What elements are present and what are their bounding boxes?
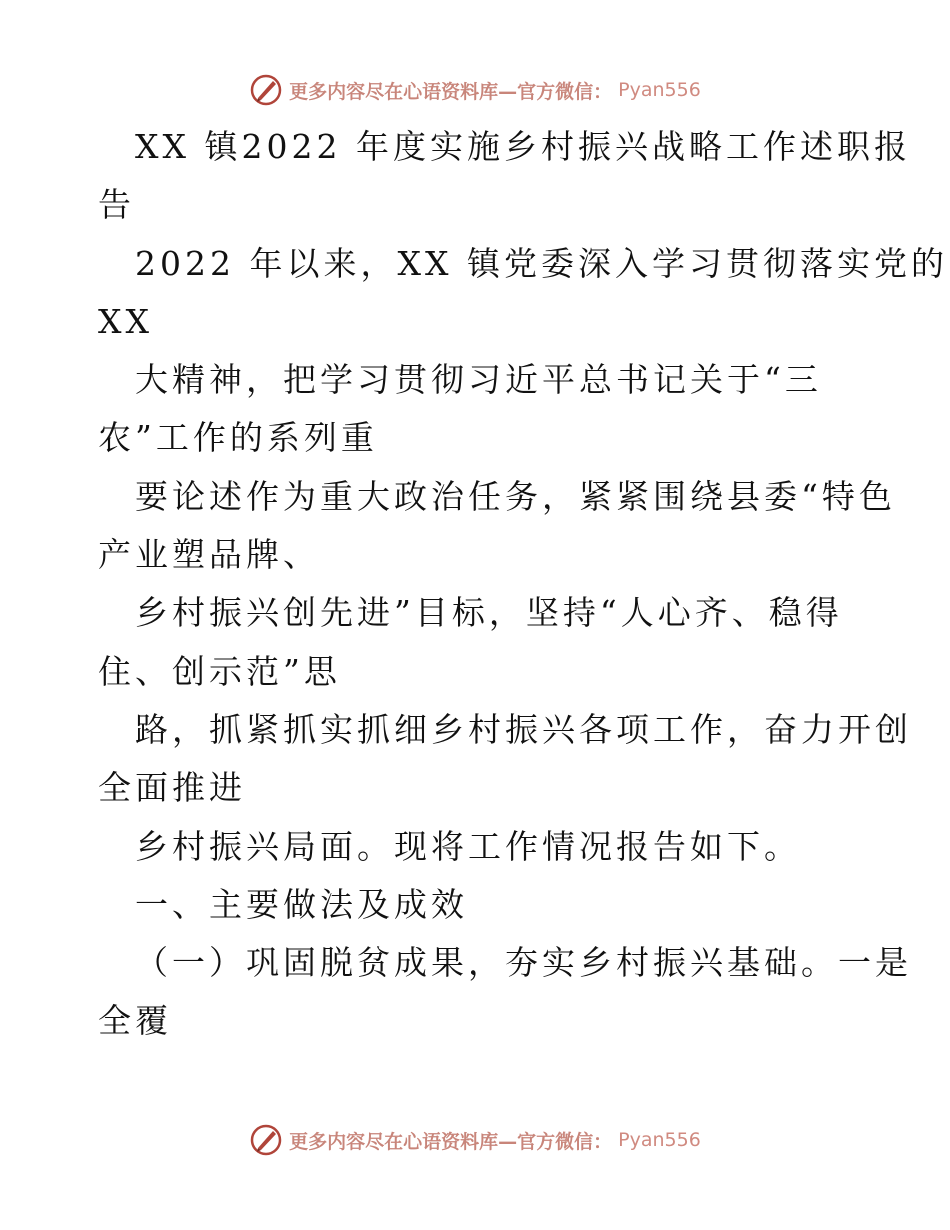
watermark-contact: Pyan556: [618, 79, 701, 101]
text-line: 乡村振兴局面。现将工作情况报告如下。: [135, 826, 801, 866]
watermark-contact: Pyan556: [618, 1129, 701, 1151]
text-line: 产业塑品牌、: [98, 535, 320, 575]
title-line-2: 告: [98, 185, 135, 225]
header-watermark: [0, 70, 950, 110]
text-line: 要论述作为重大政治任务，紧紧围绕县委“特色: [135, 476, 896, 516]
section-heading: 一、主要做法及成效: [135, 884, 468, 924]
pen-circle-logo-icon: [249, 1123, 283, 1157]
watermark-text: 更多内容尽在心语资料库—官方微信：: [289, 80, 613, 103]
text-line: 路，抓紧抓实抓细乡村振兴各项工作，奋力开创: [135, 709, 912, 749]
pen-circle-logo-icon: [249, 73, 283, 107]
document-body: [98, 118, 948, 1051]
title-line-1: XX 镇2022 年度实施乡村振兴战略工作述职报: [135, 127, 911, 166]
text-line: 农”工作的系列重: [98, 418, 378, 458]
footer-watermark: [0, 1120, 950, 1160]
text-line: 大精神，把学习贯彻习近平总书记关于“三: [135, 360, 822, 400]
text-line: XX: [98, 301, 153, 341]
text-line: 全面推进: [98, 768, 246, 808]
text-line: （一）巩固脱贫成果，夯实乡村振兴基础。一是: [135, 943, 912, 983]
text-line: 乡村振兴创先进”目标，坚持“人心齐、稳得: [135, 593, 843, 633]
text-line: 全覆: [98, 1001, 172, 1041]
text-line: 住、创示范”思: [98, 651, 341, 691]
text-line: 2022 年以来，XX 镇党委深入学习贯彻落实党的: [135, 243, 948, 283]
watermark-text: 更多内容尽在心语资料库—官方微信：: [289, 1130, 613, 1153]
